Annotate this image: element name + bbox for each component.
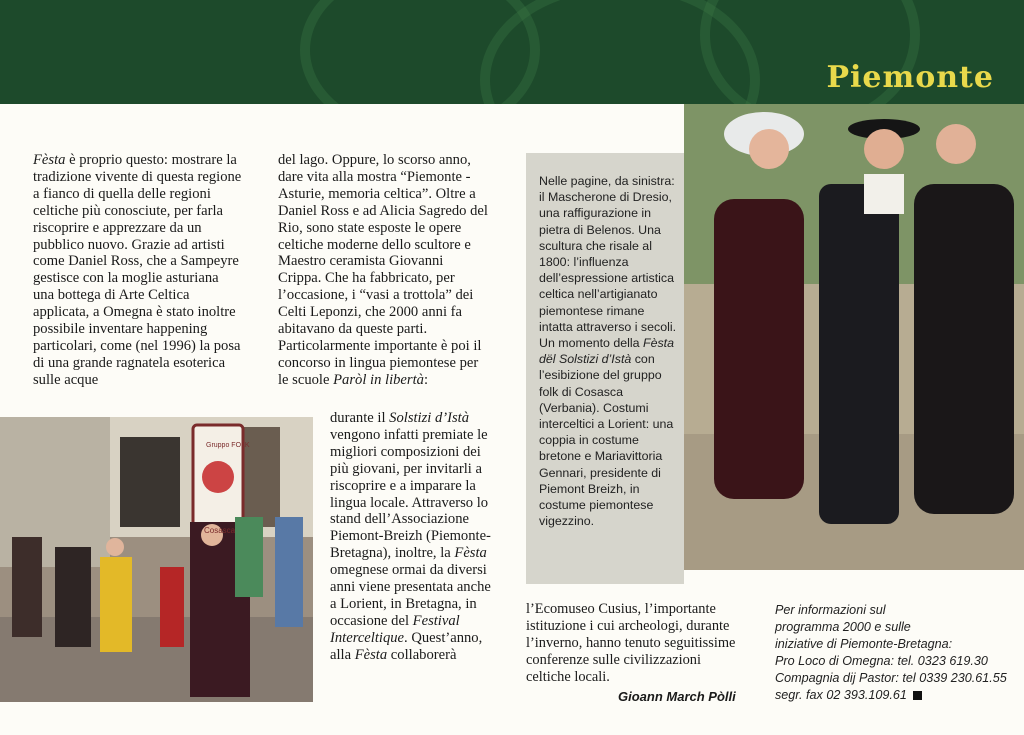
article-text: . Quest’anno, alla: [330, 629, 483, 663]
article-text: del lago. Oppure, lo scorso anno, dare vita alla mostra “Piemonte - Asturie, memoria celtica”. Oltre a Daniel Ross e ad Alicia Sagredo del Rio, sono state esposte le opere celtiche moderne dello scultore e Maestro ceramista Giovanni Crippa. Che ha fabbricato, per l’occasione, i “vasi a trottola” dei Celti Leponzi, che 2000 anni fa abitavano da queste parti. Particolarmente importante è poi il concorso in lingua piemontese per le scuole: [278, 152, 488, 388]
article-italic: Paròl in libertà: [333, 371, 424, 388]
article-italic: Festival Interceltique: [330, 612, 460, 646]
info-line: programma 2000 e sulle: [775, 620, 911, 634]
costume-illustration: [684, 104, 1024, 570]
article-column-2b: [330, 410, 492, 664]
banner-bottom-text: Cosasca: [204, 526, 236, 535]
article-italic: Fèsta: [454, 545, 487, 562]
article-text: l’Ecomuseo Cusius, l’importante istituzione i cui archeologi, durante l’inverno, hanno tenuto seguitissime conferenze sulle civilizzazioni celtiche locali.: [526, 601, 736, 685]
article-column-3: [526, 601, 748, 686]
article-column-1: [33, 152, 243, 389]
article-text: collaborerà: [387, 646, 457, 663]
caption-text: Nelle pagine, da sinistra: il Mascherone di Dresio, una raffigurazione in pietra di Belenos. Una scultura che risale al 1800: l’influenza dell’espressione artistica celtica nell’artigianato piemontese rimane intatta attraverso i secoli. Un momento della: [539, 174, 677, 351]
banner-top-text: Gruppo FOLK: [206, 442, 250, 449]
article-italic: Fèsta: [33, 152, 66, 168]
info-line: Compagnia dij Pastor: tel 0339 230.61.55: [775, 671, 1007, 685]
festival-parade-photo: [0, 417, 313, 702]
parade-illustration: [0, 417, 313, 702]
article-text: vengono infatti premiate le migliori composizioni dei più giovani, per invitarli a riscoprire e a imparare la lingua locale. Attraverso lo stand dell’Associazione Piemont-Breizh (Piemonte-Bretagna), inoltre, la: [330, 426, 491, 562]
caption-italic: Fèsta dël Solstizi d’Istà: [539, 336, 674, 367]
caption-text: con l’esibizione del gruppo folk di Cosasca (Verbania). Costumi interceltici a Lorient: una coppia in costume bretone e Mariavittoria Gennari, presidente di Piemont Breizh, in costume piemontese vigezzino.: [539, 352, 674, 529]
article-column-2: [278, 152, 490, 389]
costume-couple-photo: [684, 104, 1024, 570]
info-box: [775, 602, 1015, 704]
info-line: Per informazioni sul: [775, 603, 886, 617]
article-text: è proprio questo: mostrare la tradizione vivente di questa regione a fianco di quella delle regioni celtiche più conosciute, per farla riscoprire e apprezzare da un pubblico nuovo. Grazie ad artisti come Daniel Ross, che a Sampeyre gestisce con la moglie asturiana una bottega di Arte Celtica applicata, a Omegna è stato inoltre possibile inventare happening particolari, come (nel 1996) la posa di una grande ragnatela esoterica sulle acque: [33, 152, 242, 388]
article-italic: Fèsta: [354, 646, 388, 663]
info-line: segr. fax 02 393.109.61: [775, 688, 907, 702]
photo-caption: [539, 173, 679, 529]
section-title: Piemonte: [826, 60, 994, 95]
article-text: :: [423, 371, 428, 388]
article-text: omegnese ormai da diversi anni viene presentata anche a Lorient, in Bretagna, in occasione del: [330, 562, 491, 629]
author-signature: Gioann March Pòlli: [618, 689, 736, 704]
end-mark-icon: [913, 691, 922, 700]
article-italic: Solstizi d’Istà: [389, 410, 470, 426]
info-line: Pro Loco di Omegna: tel. 0323 619.30: [775, 654, 988, 668]
article-text: durante il: [330, 410, 390, 426]
info-line: iniziative di Piemonte-Bretagna:: [775, 637, 953, 651]
header-banner: [0, 0, 1024, 104]
